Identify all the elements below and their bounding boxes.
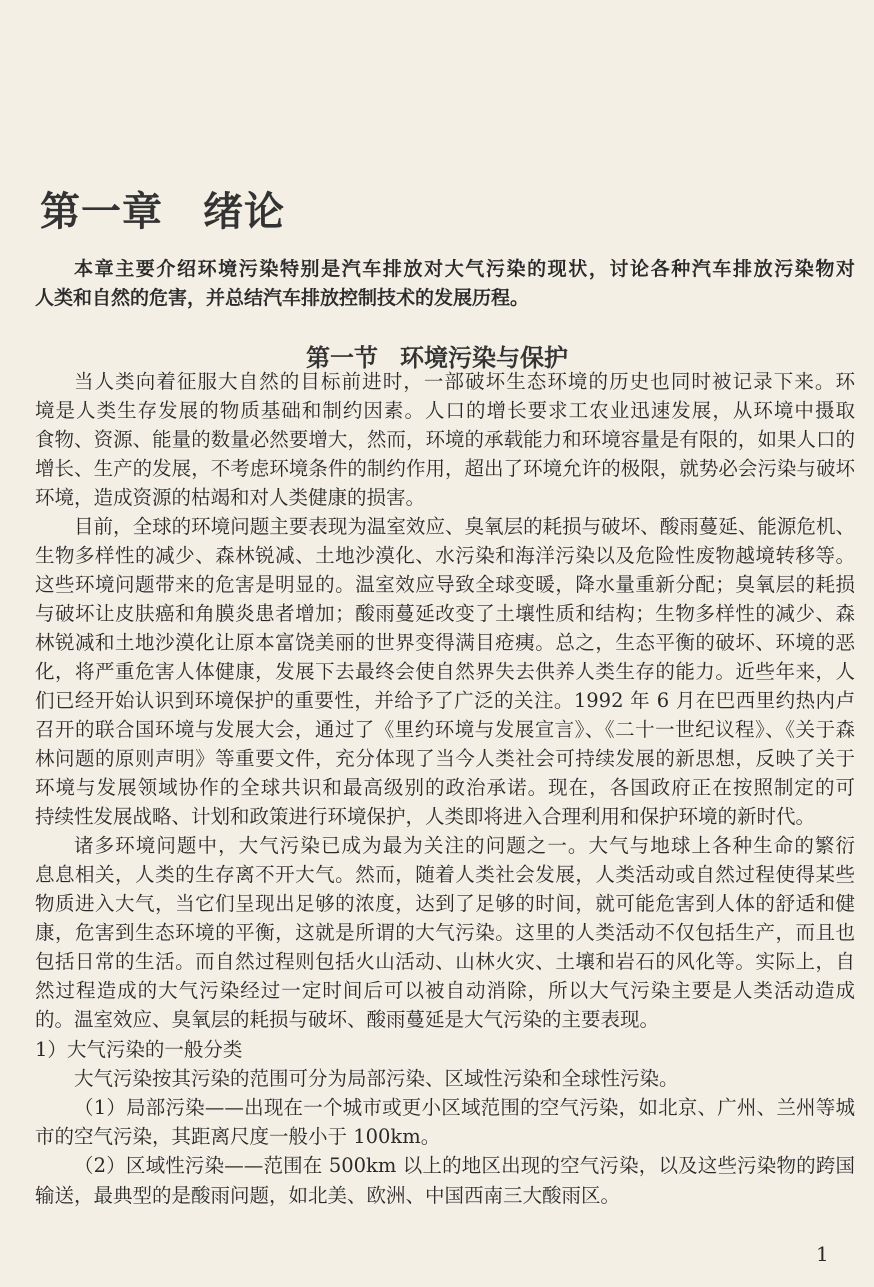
chapter-name: 绪论	[203, 189, 285, 235]
body-text-line: 大气污染按其污染的范围可分为局部污染、区域性污染和全球性污染。	[74, 1067, 679, 1090]
body-text-line: （2）区域性污染——范围在 500km 以上的地区出现的空气污染，以及这些污染物的跨国	[74, 1154, 855, 1177]
body-text-line: 市的空气污染，其距离尺度一般小于 100km。	[35, 1125, 441, 1148]
body-text-line: 当人类向着征服大自然的目标前进时，一部破坏生态环境的历史也同时被记录下来。环	[74, 370, 855, 393]
chapter-intro-line: 本章主要介绍环境污染特别是汽车排放对大气污染的现状，讨论各种汽车排放污染物对	[74, 258, 855, 280]
body-text-line: （1）局部污染——出现在一个城市或更小区域范围的空气污染，如北京、广州、兰州等城	[74, 1096, 855, 1119]
body-text-line: 目前，全球的环境问题主要表现为温室效应、臭氧层的耗损与破坏、酸雨蔓延、能源危机、	[74, 515, 855, 538]
section-title	[0, 338, 874, 373]
body-text-line: 林锐减和土地沙漠化让原本富饶美丽的世界变得满目疮痍。总之，生态平衡的破坏、环境的恶	[35, 631, 855, 654]
body-text-line: 林问题的原则声明》等重要文件，充分体现了当今人类社会可持续发展的新思想，反映了关于	[35, 747, 855, 770]
body-text-line: 物质进入大气，当它们呈现出足够的浓度，达到了足够的时间，就可能危害到人体的舒适和健	[35, 892, 855, 915]
body-text-line: 召开的联合国环境与发展大会，通过了《里约环境与发展宣言》、《二十一世纪议程》、《关于森	[35, 718, 855, 741]
body-text-line: 的。温室效应、臭氧层的耗损与破坏、酸雨蔓延是大气污染的主要表现。	[35, 1008, 660, 1031]
chapter-number: 第一章	[40, 189, 163, 235]
body-text-line: 康，危害到生态环境的平衡，这就是所谓的大气污染。这里的人类活动不仅包括生产，而且也	[35, 921, 855, 944]
body-text-line: 环境与发展领域协作的全球共识和最高级别的政治承诺。现在，各国政府正在按照制定的可	[35, 776, 855, 799]
body-text-line: 息息相关，人类的生存离不开大气。然而，随着人类社会发展，人类活动或自然过程使得某些	[35, 863, 855, 886]
body-text-line: 包括日常的生活。而自然过程则包括火山活动、山林火灾、土壤和岩石的风化等。实际上，自	[35, 950, 855, 973]
chapter-title	[40, 180, 285, 237]
body-text-line: 这些环境问题带来的危害是明显的。温室效应导致全球变暖，降水量重新分配；臭氧层的耗损	[35, 573, 855, 596]
section-name: 环境污染与保护	[400, 344, 568, 372]
section-number: 第一节	[306, 344, 378, 372]
body-text-line: 境是人类生存发展的物质基础和制约因素。人口的增长要求工农业迅速发展，从环境中摄取	[35, 399, 855, 422]
body-text-line: 然过程造成的大气污染经过一定时间后可以被自动消除，所以大气污染主要是人类活动造成	[35, 979, 855, 1002]
body-text-line: 生物多样性的减少、森林锐减、土地沙漠化、水污染和海洋污染以及危险性废物越境转移等。	[35, 544, 855, 567]
body-text-line: 们已经开始认识到环境保护的重要性，并给予了广泛的关注。1992 年 6 月在巴西里约热内卢	[35, 689, 855, 712]
body-text-line: 环境，造成资源的枯竭和对人类健康的损害。	[35, 486, 426, 509]
chapter-intro-line: 人类和自然的危害，并总结汽车排放控制技术的发展历程。	[35, 287, 530, 309]
page-number: 1	[816, 1242, 829, 1266]
body-text-line: 1）大气污染的一般分类	[35, 1038, 243, 1061]
body-text-line: 诸多环境问题中，大气污染已成为最为关注的问题之一。大气与地球上各种生命的繁衍	[74, 834, 855, 857]
body-text-line: 增长、生产的发展，不考虑环境条件的制约作用，超出了环境允许的极限，就势必会污染与破坏	[35, 457, 855, 480]
body-text-line: 持续性发展战略、计划和政策进行环境保护，人类即将进入合理利用和保护环境的新时代。	[35, 805, 816, 828]
body-text-line: 食物、资源、能量的数量必然要增大，然而，环境的承载能力和环境容量是有限的，如果人口的	[35, 428, 855, 451]
body-text-line: 化，将严重危害人体健康，发展下去最终会使自然界失去供养人类生存的能力。近些年来，人	[35, 660, 855, 683]
body-text-line: 输送，最典型的是酸雨问题，如北美、欧洲、中国西南三大酸雨区。	[35, 1184, 621, 1207]
body-text-line: 与破坏让皮肤癌和角膜炎患者增加；酸雨蔓延改变了土壤性质和结构；生物多样性的减少、森	[35, 602, 855, 625]
